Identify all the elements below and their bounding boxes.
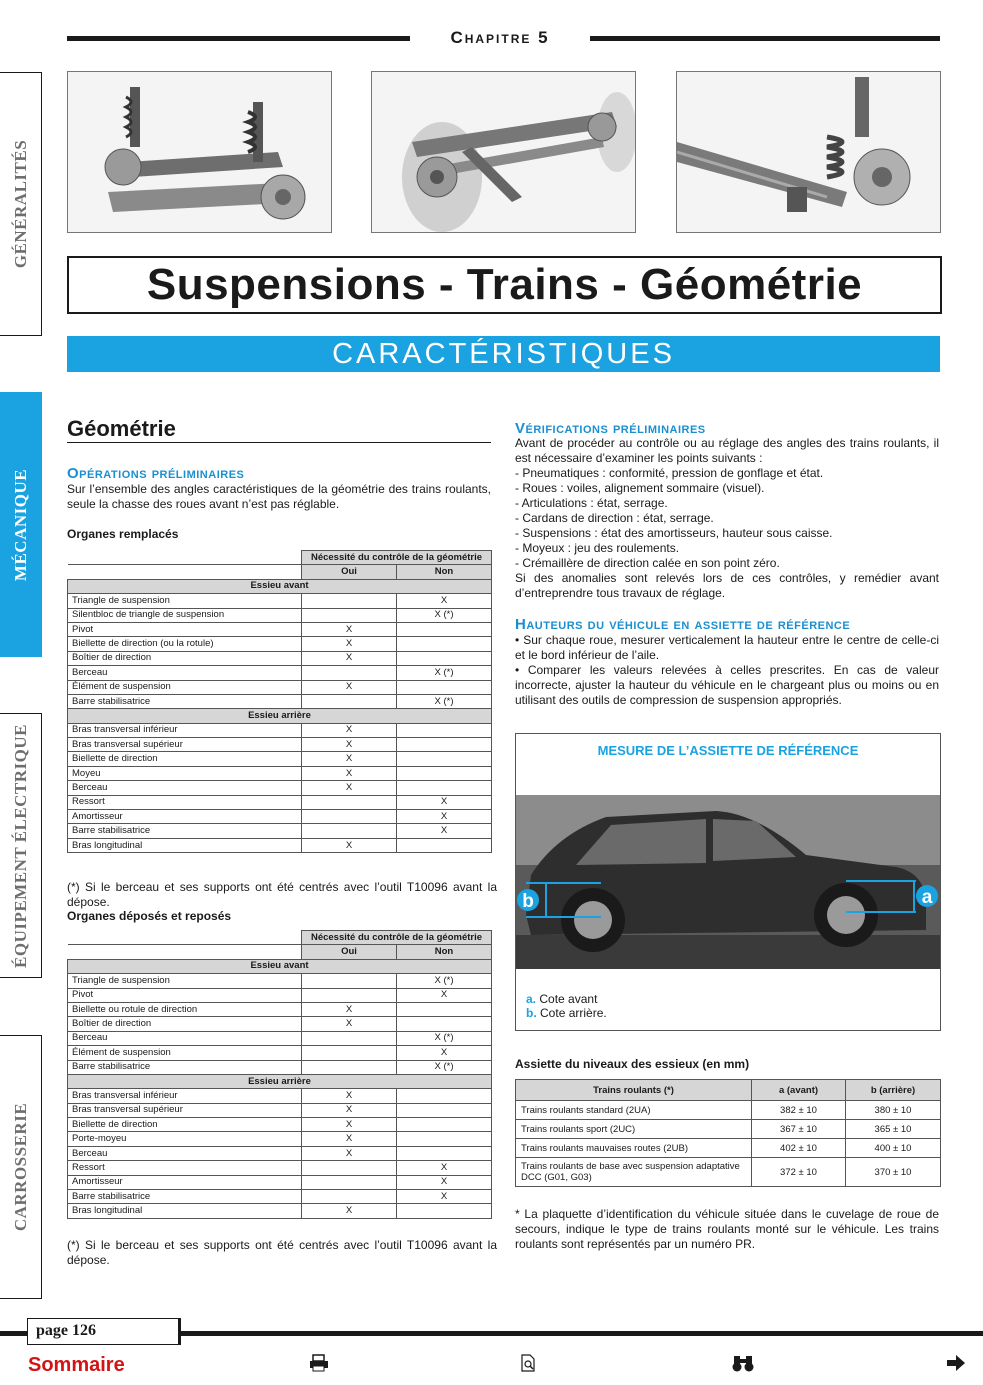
table-row — [68, 824, 492, 838]
non-cell: X — [397, 988, 492, 1002]
organe-cell: Bras transversal supérieur — [68, 1103, 302, 1117]
section-row — [68, 579, 492, 593]
binoculars-icon[interactable] — [732, 1354, 754, 1377]
oui-cell — [302, 666, 397, 680]
ops-preliminaires-heading: Opérations préliminaires — [67, 465, 245, 482]
table-row — [68, 766, 492, 780]
oui-cell — [302, 988, 397, 1002]
organe-cell: Barre stabilisatrice — [68, 694, 302, 708]
table-row — [68, 1118, 492, 1132]
organe-cell: Berceau — [68, 666, 302, 680]
tab-generalites[interactable] — [0, 72, 42, 336]
organe-cell: Ressort — [68, 1161, 302, 1175]
oui-cell: X — [302, 766, 397, 780]
tab-equipement-label: ÉQUIPEMENT ÉLECTRIQUE — [10, 723, 30, 968]
table-row — [68, 738, 492, 752]
organe-cell: Triangle de suspension — [68, 974, 302, 988]
organe-cell: Silentbloc de triangle de suspension — [68, 608, 302, 622]
organes-deposes-table — [67, 930, 492, 1219]
table-row — [68, 1060, 492, 1074]
col-oui: Oui — [302, 565, 397, 579]
table-row — [68, 637, 492, 651]
ops-preliminaires-text: Sur l’ensemble des angles caractéristiques de la géométrie des trains roulants, seule la chasse des roues avant n’est pas réglable. — [67, 482, 491, 511]
organe-cell: Élément de suspension — [68, 680, 302, 694]
table-subheader-row — [68, 565, 492, 579]
trains-cell: Trains roulants mauvaises routes (2UB) — [516, 1139, 752, 1158]
non-cell: X — [397, 1190, 492, 1204]
oui-cell: X — [302, 1204, 397, 1218]
non-cell — [397, 1146, 492, 1160]
table-row — [68, 1002, 492, 1016]
table-row — [68, 1204, 492, 1218]
organe-cell: Bras longitudinal — [68, 838, 302, 852]
assiette-figure — [515, 733, 941, 1031]
oui-cell: X — [302, 651, 397, 665]
non-cell — [397, 752, 492, 766]
text-line: - Moyeux : jeu des roulements. — [515, 541, 680, 555]
table-row — [68, 666, 492, 680]
oui-cell: X — [302, 1017, 397, 1031]
section-row — [68, 959, 492, 973]
table-row — [68, 1017, 492, 1031]
tab-carrosserie-label: CARROSSERIE — [10, 1102, 30, 1232]
tab-carrosserie[interactable] — [0, 1035, 42, 1299]
table-row — [68, 1132, 492, 1146]
organe-cell: Biellette de direction (ou la rotule) — [68, 637, 302, 651]
non-cell: X — [397, 1046, 492, 1060]
non-cell: X (*) — [397, 1060, 492, 1074]
oui-cell — [302, 810, 397, 824]
oui-cell — [302, 694, 397, 708]
blank-cell — [68, 551, 302, 565]
oui-cell — [302, 1060, 397, 1074]
assiette-table — [515, 1079, 941, 1187]
non-cell — [397, 738, 492, 752]
page-number: page 126 — [36, 1322, 96, 1339]
section-row — [68, 1074, 492, 1088]
non-cell — [397, 1204, 492, 1218]
text-line: • Sur chaque roue, mesurer verticalement la hauteur entre le centre de celle-ci et le bord inférieur de l’aile. — [515, 633, 939, 662]
table-row — [68, 622, 492, 636]
col-non: Non — [397, 945, 492, 959]
organe-cell: Barre stabilisatrice — [68, 824, 302, 838]
legend-a — [526, 992, 597, 1006]
rear-axle-photo — [676, 71, 941, 233]
text-line: • Comparer les valeurs relevées à celles prescrites. En cas de valeur incorrecte, ajuster la hauteur du véhicule en le chargeant plus ou moins ou en utilisant des outils de compression de suspension appropriés. — [515, 663, 939, 707]
organe-cell: Berceau — [68, 1031, 302, 1045]
non-cell: X (*) — [397, 666, 492, 680]
assiette-header-cell: a (avant) — [752, 1080, 846, 1101]
non-cell — [397, 838, 492, 852]
verifications-text — [515, 436, 939, 601]
header-rule-left — [67, 36, 410, 41]
text-line: - Crémaillère de direction calée en son point zéro. — [515, 556, 780, 570]
organe-cell: Moyeu — [68, 766, 302, 780]
arriere-cell: 365 ± 10 — [846, 1120, 941, 1139]
table-header-row — [68, 551, 492, 565]
table-row — [68, 810, 492, 824]
tab-mecanique-label: MÉCANIQUE — [10, 468, 30, 581]
non-cell: X — [397, 1175, 492, 1189]
organe-cell: Boîtier de direction — [68, 651, 302, 665]
oui-cell — [302, 1175, 397, 1189]
page-title-box — [67, 256, 942, 314]
text-line: - Cardans de direction : état, serrage. — [515, 511, 714, 525]
avant-cell: 372 ± 10 — [752, 1158, 846, 1187]
text-line: Si des anomalies sont relevés lors de ces contrôles, y remédier avant d’entreprendre tous travaux de réglage. — [515, 571, 939, 600]
non-cell: X — [397, 1161, 492, 1175]
section-label: Essieu arrière — [68, 1074, 492, 1088]
oui-cell: X — [302, 637, 397, 651]
table-row — [68, 594, 492, 608]
organe-cell: Ressort — [68, 795, 302, 809]
header-rule-right — [590, 36, 940, 41]
table-row — [516, 1158, 941, 1187]
legend-b — [526, 1006, 607, 1020]
text-line: - Articulations : état, serrage. — [515, 496, 668, 510]
non-cell — [397, 1132, 492, 1146]
non-cell — [397, 1017, 492, 1031]
oui-cell — [302, 1046, 397, 1060]
oui-cell: X — [302, 680, 397, 694]
non-cell: X — [397, 810, 492, 824]
section-label: Essieu avant — [68, 959, 492, 973]
organe-cell: Bras transversal supérieur — [68, 738, 302, 752]
tab-equipement-electrique[interactable] — [0, 713, 42, 978]
sommaire-link[interactable]: Sommaire — [28, 1354, 125, 1376]
rear-axle-icon — [677, 72, 940, 232]
search-document-icon[interactable] — [520, 1354, 536, 1377]
table-row — [68, 1103, 492, 1117]
organe-cell: Pivot — [68, 988, 302, 1002]
oui-cell: X — [302, 1118, 397, 1132]
trains-cell: Trains roulants de base avec suspension adaptative DCC (G01, G03) — [516, 1158, 752, 1187]
print-icon[interactable] — [309, 1354, 329, 1377]
organe-cell: Biellette de direction — [68, 752, 302, 766]
table-row — [68, 1161, 492, 1175]
table-row — [68, 723, 492, 737]
rear-multilink-axle-icon — [372, 72, 635, 232]
table1-note: (*) Si le berceau et ses supports ont été centrés avec l’outil T10096 avant la dépose. — [67, 880, 497, 909]
text-line: - Suspensions : état des amortisseurs, hauteur sous caisse. — [515, 526, 833, 540]
non-cell: X (*) — [397, 694, 492, 708]
organe-cell: Boîtier de direction — [68, 1017, 302, 1031]
front-axle-icon — [68, 72, 331, 232]
oui-cell: X — [302, 752, 397, 766]
assiette-table-title: Assiette du niveaux des essieux (en mm) — [515, 1057, 750, 1071]
oui-cell — [302, 1190, 397, 1204]
table-row — [68, 974, 492, 988]
assiette-header-cell: Trains roulants (*) — [516, 1080, 752, 1101]
text-line: - Pneumatiques : conformité, pression de gonflage et état. — [515, 466, 824, 480]
non-cell — [397, 1118, 492, 1132]
organe-cell: Berceau — [68, 781, 302, 795]
section-label: Essieu avant — [68, 579, 492, 593]
table-row — [68, 1146, 492, 1160]
col-non: Non — [397, 565, 492, 579]
non-cell — [397, 781, 492, 795]
front-axle-photo — [67, 71, 332, 233]
table-row — [68, 838, 492, 852]
table-row — [68, 1031, 492, 1045]
table-row — [68, 694, 492, 708]
avant-cell: 382 ± 10 — [752, 1101, 846, 1120]
table1-title: Organes remplacés — [67, 527, 179, 541]
tab-generalites-label: GÉNÉRALITÉS — [10, 139, 30, 269]
legend-a-text: Cote avant — [539, 992, 598, 1006]
organes-remplaces-table — [67, 550, 492, 853]
table-row — [68, 988, 492, 1002]
organe-cell: Berceau — [68, 1146, 302, 1160]
organe-cell: Élément de suspension — [68, 1046, 302, 1060]
trains-cell: Trains roulants standard (2UA) — [516, 1101, 752, 1120]
oui-cell: X — [302, 1103, 397, 1117]
table-subheader-row — [68, 945, 492, 959]
table2-note: (*) Si le berceau et ses supports ont été centrés avec l’outil T10096 avant la dépose. — [67, 1238, 497, 1267]
trains-cell: Trains roulants sport (2UC) — [516, 1120, 752, 1139]
oui-cell — [302, 594, 397, 608]
legend-a-key: a. — [526, 992, 537, 1006]
section-band: CARACTÉRISTIQUES — [67, 336, 940, 372]
organe-cell: Barre stabilisatrice — [68, 1190, 302, 1204]
table-row — [516, 1101, 941, 1120]
organe-cell: Amortisseur — [68, 1175, 302, 1189]
table-row — [68, 752, 492, 766]
oui-cell: X — [302, 1089, 397, 1103]
avant-cell: 402 ± 10 — [752, 1139, 846, 1158]
non-cell — [397, 1089, 492, 1103]
oui-cell: X — [302, 1146, 397, 1160]
non-cell — [397, 680, 492, 694]
oui-cell — [302, 1031, 397, 1045]
figure-title: MESURE DE L’ASSIETTE DE RÉFÉRENCE — [597, 743, 859, 758]
assiette-footnote: * La plaquette d’identification du véhicule située dans le cuvelage de roue de secours, indique le type de trains roulants monté sur le véhicule. Les trains roulants sont représentés par un numéro PR. — [515, 1207, 939, 1251]
oui-cell — [302, 824, 397, 838]
oui-cell: X — [302, 838, 397, 852]
section-label: Essieu arrière — [68, 709, 492, 723]
text-line: Avant de procéder au contrôle ou au réglage des angles des trains roulants, il est nécessaire d’examiner les points suivants : — [515, 436, 939, 465]
non-cell — [397, 723, 492, 737]
car-side-photo — [516, 795, 940, 969]
table2-title: Organes déposés et reposés — [67, 909, 232, 923]
organe-cell: Barre stabilisatrice — [68, 1060, 302, 1074]
table-row — [68, 1190, 492, 1204]
blank-cell — [68, 931, 302, 945]
assiette-header-row — [516, 1080, 941, 1101]
organe-cell: Bras transversal inférieur — [68, 723, 302, 737]
col-oui: Oui — [302, 945, 397, 959]
organe-cell: Bras longitudinal — [68, 1204, 302, 1218]
organe-cell: Biellette ou rotule de direction — [68, 1002, 302, 1016]
table-row — [68, 608, 492, 622]
verifications-heading: Vérifications préliminaires — [515, 420, 706, 437]
oui-cell: X — [302, 723, 397, 737]
table-row — [68, 1046, 492, 1060]
arriere-cell: 400 ± 10 — [846, 1139, 941, 1158]
non-cell: X — [397, 795, 492, 809]
organe-cell: Bras transversal inférieur — [68, 1089, 302, 1103]
tab-mecanique[interactable] — [0, 392, 42, 657]
page-title: Suspensions - Trains - Géométrie — [146, 260, 863, 309]
non-cell: X (*) — [397, 974, 492, 988]
non-cell: X — [397, 594, 492, 608]
oui-cell — [302, 974, 397, 988]
arriere-cell: 380 ± 10 — [846, 1101, 941, 1120]
oui-cell: X — [302, 781, 397, 795]
legend-b-key: b. — [526, 1006, 537, 1020]
non-cell: X — [397, 824, 492, 838]
hauteurs-text — [515, 633, 939, 708]
rear-multilink-axle-photo — [371, 71, 636, 233]
organe-cell: Amortisseur — [68, 810, 302, 824]
non-cell: X (*) — [397, 1031, 492, 1045]
non-cell — [397, 1103, 492, 1117]
blank-cell — [68, 565, 302, 579]
oui-cell: X — [302, 738, 397, 752]
table-row — [68, 1089, 492, 1103]
oui-cell — [302, 795, 397, 809]
avant-cell: 367 ± 10 — [752, 1120, 846, 1139]
table-row — [68, 1175, 492, 1189]
page-number-box — [27, 1318, 181, 1345]
marker-a: a — [921, 887, 933, 908]
non-cell — [397, 1002, 492, 1016]
organe-cell: Biellette de direction — [68, 1118, 302, 1132]
blank-cell — [68, 945, 302, 959]
organe-cell: Porte-moyeu — [68, 1132, 302, 1146]
legend-b-text: Cote arrière. — [540, 1006, 607, 1020]
table-row — [68, 795, 492, 809]
table-row — [516, 1139, 941, 1158]
next-arrow-icon[interactable] — [946, 1354, 966, 1377]
arriere-cell: 370 ± 10 — [846, 1158, 941, 1187]
non-cell: X (*) — [397, 608, 492, 622]
organe-cell: Pivot — [68, 622, 302, 636]
oui-cell — [302, 1161, 397, 1175]
table-header-row — [68, 931, 492, 945]
non-cell — [397, 622, 492, 636]
text-line: - Roues : voiles, alignement sommaire (visuel). — [515, 481, 765, 495]
table-head: Nécessité du contrôle de la géométrie — [302, 931, 492, 945]
section-row — [68, 709, 492, 723]
table-row — [68, 651, 492, 665]
oui-cell: X — [302, 622, 397, 636]
non-cell — [397, 651, 492, 665]
table-row — [68, 680, 492, 694]
oui-cell — [302, 608, 397, 622]
table-row — [68, 781, 492, 795]
non-cell — [397, 766, 492, 780]
non-cell — [397, 637, 492, 651]
chapter-label: Chapitre 5 — [450, 28, 550, 47]
organe-cell: Triangle de suspension — [68, 594, 302, 608]
oui-cell: X — [302, 1002, 397, 1016]
geometrie-heading: Géométrie — [67, 416, 491, 443]
oui-cell: X — [302, 1132, 397, 1146]
marker-b: b — [522, 891, 534, 912]
table-row — [516, 1120, 941, 1139]
table-head: Nécessité du contrôle de la géométrie — [302, 551, 492, 565]
hauteurs-heading: Hauteurs du véhicule en assiette de référence — [515, 616, 851, 633]
assiette-header-cell: b (arrière) — [846, 1080, 941, 1101]
